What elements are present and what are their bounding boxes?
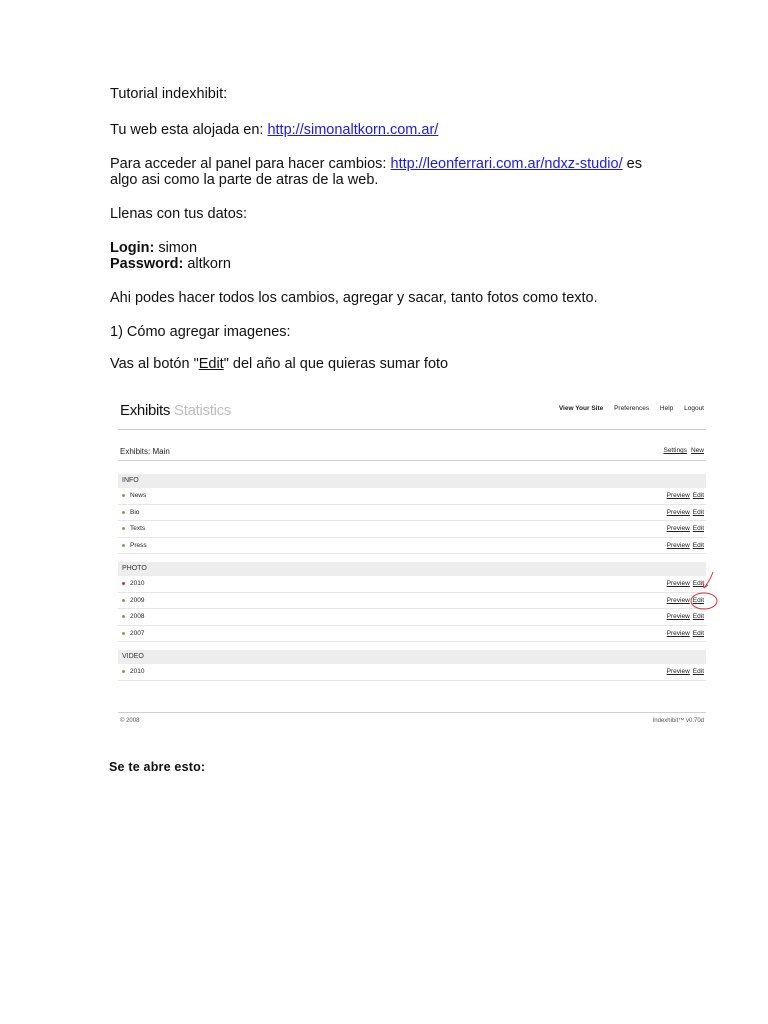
row-label: Press xyxy=(130,541,147,549)
preview-link: Preview xyxy=(666,668,690,675)
preview-link: Preview xyxy=(666,629,690,637)
vas-prefix: Vas al botón " xyxy=(110,356,199,372)
top-nav xyxy=(550,405,704,412)
changes-text: Ahi podes hacer todos los cambios, agregar y sacar, tanto fotos como texto. xyxy=(110,290,598,306)
vas-suffix: " del año al que quieras sumar foto xyxy=(223,356,449,372)
section-header: PHOTO xyxy=(118,562,706,576)
preview-link: Preview xyxy=(666,541,690,549)
status-dot-icon xyxy=(122,632,125,635)
row-label: Bio xyxy=(130,508,140,516)
statistics-title: Statistics xyxy=(170,402,232,419)
new-link: New xyxy=(690,447,704,454)
section-header: VIDEO xyxy=(118,650,706,664)
preview-link: Preview xyxy=(666,596,690,604)
edit-link: Edit xyxy=(692,668,704,675)
table-row xyxy=(118,576,706,593)
row-label: 2010 xyxy=(130,668,145,675)
nav-help: Help xyxy=(659,405,674,412)
preview-link: Preview xyxy=(666,492,690,499)
row-actions xyxy=(664,521,704,537)
row-label: 2008 xyxy=(130,613,145,620)
doc-heading: Tutorial indexhibit: xyxy=(110,86,228,102)
edit-link: Edit xyxy=(692,508,704,516)
edit-link: Edit xyxy=(692,596,704,604)
main-links xyxy=(659,447,704,454)
status-dot-icon xyxy=(122,599,125,602)
section-video xyxy=(118,650,706,681)
status-dot-icon xyxy=(122,670,125,673)
preview-link: Preview xyxy=(666,613,690,620)
panel-prefix: Para acceder al panel para hacer cambios: xyxy=(110,156,391,172)
vas-edit-word: Edit xyxy=(198,356,224,372)
edit-link: Edit xyxy=(692,629,704,637)
login-value: simon xyxy=(154,240,198,256)
footer-version: Indexhibit™ v0.70d xyxy=(652,718,704,724)
step-1-heading: 1) Cómo agregar imagenes: xyxy=(110,324,291,340)
se-abre-text: Se te abre esto: xyxy=(109,760,206,774)
row-actions xyxy=(664,488,704,504)
status-dot-icon xyxy=(122,615,125,618)
preview-link: Preview xyxy=(666,508,690,516)
row-label: Texts xyxy=(130,525,146,532)
nav-view-site: View Your Site xyxy=(558,405,604,412)
row-label: 2009 xyxy=(130,596,145,604)
web-url-link[interactable]: http://simonaltkorn.com.ar/ xyxy=(267,122,439,138)
nav-logout: Logout xyxy=(684,405,704,412)
panel-suffix: es xyxy=(622,156,642,172)
exhibits-main-label: Exhibits: Main xyxy=(120,447,170,456)
status-dot-icon xyxy=(122,582,125,585)
web-prefix: Tu web esta alojada en: xyxy=(110,122,268,138)
login-label: Login: xyxy=(110,240,155,256)
edit-link: Edit xyxy=(692,492,704,499)
row-actions xyxy=(664,505,704,521)
indexhibit-screenshot xyxy=(110,392,716,736)
password-value: altkorn xyxy=(183,256,231,272)
section-header: INFO xyxy=(118,474,706,488)
panel-url-link[interactable]: http://leonferrari.com.ar/ndxz-studio/ xyxy=(390,156,623,172)
row-actions xyxy=(664,626,704,642)
row-actions xyxy=(664,664,704,680)
nav-preferences: Preferences xyxy=(614,405,650,412)
table-row xyxy=(118,538,706,555)
edit-instruction xyxy=(110,356,448,372)
panel-access-line xyxy=(110,156,642,188)
edit-link: Edit xyxy=(692,541,704,549)
edit-link: Edit xyxy=(692,613,704,620)
row-actions xyxy=(664,538,704,554)
row-label: 2007 xyxy=(130,629,145,637)
preview-link: Preview xyxy=(666,580,690,587)
table-row xyxy=(118,488,706,505)
row-label: News xyxy=(130,492,147,499)
status-dot-icon xyxy=(122,527,125,530)
preview-link: Preview xyxy=(666,525,690,532)
table-row xyxy=(118,521,706,538)
section-photo xyxy=(118,562,706,642)
status-dot-icon xyxy=(122,494,125,497)
table-row xyxy=(118,664,706,681)
table-row xyxy=(118,505,706,522)
table-row xyxy=(118,626,706,643)
divider xyxy=(118,429,706,430)
exhibits-title xyxy=(120,402,231,419)
status-dot-icon xyxy=(122,511,125,514)
exhibits-title-main: Exhibits xyxy=(120,402,171,419)
settings-link: Settings xyxy=(663,447,687,454)
status-dot-icon xyxy=(122,544,125,547)
web-location-line xyxy=(110,122,438,138)
fill-data-text: Llenas con tus datos: xyxy=(110,206,248,222)
edit-link: Edit xyxy=(692,580,704,587)
table-row xyxy=(118,593,706,610)
red-circle-annotation-icon xyxy=(680,570,720,620)
panel-suffix-line-2: algo asi como la parte de atras de la web. xyxy=(110,172,379,188)
divider xyxy=(118,712,706,713)
table-row xyxy=(118,609,706,626)
credentials xyxy=(110,240,231,272)
footer-copyright: © 2008 xyxy=(120,718,140,724)
row-label: 2010 xyxy=(130,580,145,587)
divider xyxy=(118,460,706,461)
password-label: Password: xyxy=(110,256,184,272)
section-info xyxy=(118,474,706,554)
edit-link: Edit xyxy=(692,525,704,532)
